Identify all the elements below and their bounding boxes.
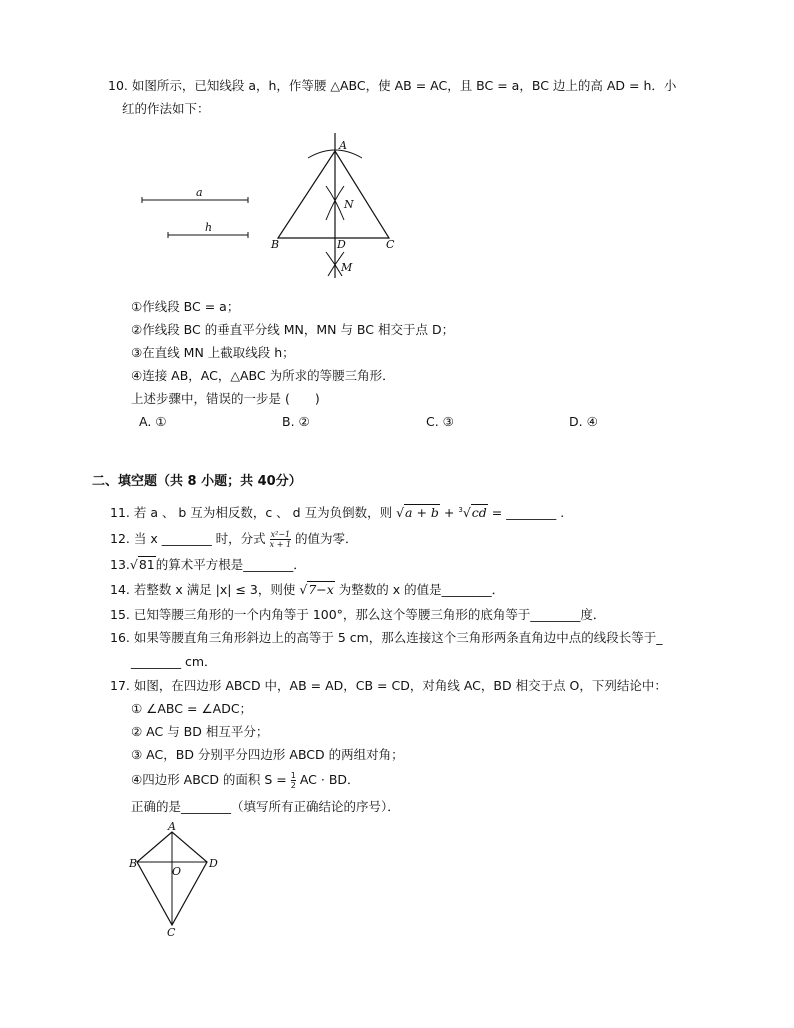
q11-post: = ________ . (491, 505, 565, 521)
q10-step-3: ③在直线 MN 上截取线段 h； (131, 345, 295, 360)
q13-rad: 81 (138, 557, 155, 572)
q11-pre: 11. 若 a 、 b 互为相反数，c 、 d 互为负倒数，则 (110, 505, 393, 521)
q14: 14. 若整数 x 满足 |x| ≤ 3，则使 √7−x 为整数的 x 的值是________． (110, 582, 505, 597)
fig-label-D: D (337, 238, 346, 251)
fig-label-N: N (344, 198, 354, 211)
fig-label-C: C (386, 238, 395, 251)
q17-item4-pre: ④四边形 ABCD 的面积 S = (131, 772, 287, 787)
fig-label-M: M (341, 261, 353, 274)
q16-line2: ________ cm． (131, 654, 217, 669)
q11: 11. 若 a 、 b 互为相反数，c 、 d 互为负倒数，则 √a + b + $^3$√cd = ________ . (110, 505, 565, 521)
q17-denominator: 2 (290, 781, 296, 790)
q12-fraction (270, 530, 291, 549)
q14-rad: 7−x (308, 582, 334, 597)
q10-option-b[interactable]: B. ② (282, 414, 310, 429)
q17-fraction (291, 771, 296, 790)
fig-label-B: B (271, 238, 280, 251)
q17-item-4 (131, 771, 360, 790)
fig2-label-C: C (167, 926, 176, 939)
q10-stem-line1: 10. 如图所示，已知线段 a，h，作等腰 △ABC，使 AB = AC，且 BC = a，BC 边上的高 AD = h．小 (108, 78, 677, 93)
q17-item-3: ③ AC，BD 分别平分四边形 ABCD 的两组对角； (131, 747, 404, 762)
q10-question: 上述步骤中，错误的一步是 ( ) (131, 391, 320, 406)
q17-answer: 正确的是________（填写所有正确结论的序号）． (131, 799, 400, 814)
q14-post: 为整数的 x 的值是________． (338, 582, 505, 597)
q17-item-2: ② AC 与 BD 相互平分； (131, 724, 269, 739)
q14-pre: 14. 若整数 x 满足 |x| ≤ 3，则使 (110, 582, 296, 597)
q10-option-d[interactable]: D. ④ (569, 414, 598, 429)
q17-item4-post: AC · BD． (299, 772, 360, 787)
fig-label-a: a (196, 186, 203, 199)
q10-step-1: ①作线段 BC = a； (131, 299, 240, 314)
q12-pre: 12. 当 x ________ 时，分式 (110, 531, 266, 546)
q16-line1: 16. 如果等腰直角三角形斜边上的高等于 5 cm，那么连接这个三角形两条直角边中点的线段长等于_ (110, 630, 663, 645)
fig2-label-D: D (209, 857, 218, 870)
q13-post: 的算术平方根是________． (155, 557, 306, 572)
q13: 13.√81的算术平方根是________． (110, 557, 306, 572)
q12-denominator: x + 1 (269, 540, 292, 549)
q13-pre: 13. (110, 557, 130, 572)
fig-label-h: h (205, 221, 213, 234)
q11-plus: + (443, 505, 455, 521)
fig-label-A: A (339, 139, 347, 152)
q15: 15. 已知等腰三角形的一个内角等于 100°，那么这个等腰三角形的底角等于________度． (110, 607, 606, 622)
q10-stem-line2: 红的作法如下： (122, 101, 210, 116)
q10-figure (130, 128, 395, 278)
q17-numerator: 1 (290, 771, 296, 780)
fig2-label-O: O (172, 865, 182, 878)
q17-stem: 17. 如图，在四边形 ABCD 中，AB = AD，CB = CD，对角线 AC，BD 相交于点 O，下列结论中： (110, 678, 667, 693)
q12-post: 的值为零． (295, 531, 358, 546)
fig2-label-A: A (168, 820, 176, 833)
fig2-label-B: B (129, 857, 138, 870)
q17-figure (125, 820, 225, 938)
q10-step-2: ②作线段 BC 的垂直平分线 MN，MN 与 BC 相交于点 D； (131, 322, 455, 337)
q10-option-a[interactable]: A. ① (139, 414, 167, 429)
q12-numerator: x²−1 (270, 530, 291, 539)
q17-item-1: ① ∠ABC = ∠ADC； (131, 701, 253, 716)
section-title: 二、填空题（共 8 小题；共 40分） (92, 474, 302, 489)
q11-rad1: a + b (405, 505, 439, 521)
q11-cube-index: 3 (458, 506, 463, 514)
q10-step-4: ④连接 AB，AC，△ABC 为所求的等腰三角形． (131, 368, 395, 383)
q10-option-c[interactable]: C. ③ (426, 414, 454, 429)
q12 (110, 530, 358, 549)
q11-rad2: cd (471, 505, 487, 521)
